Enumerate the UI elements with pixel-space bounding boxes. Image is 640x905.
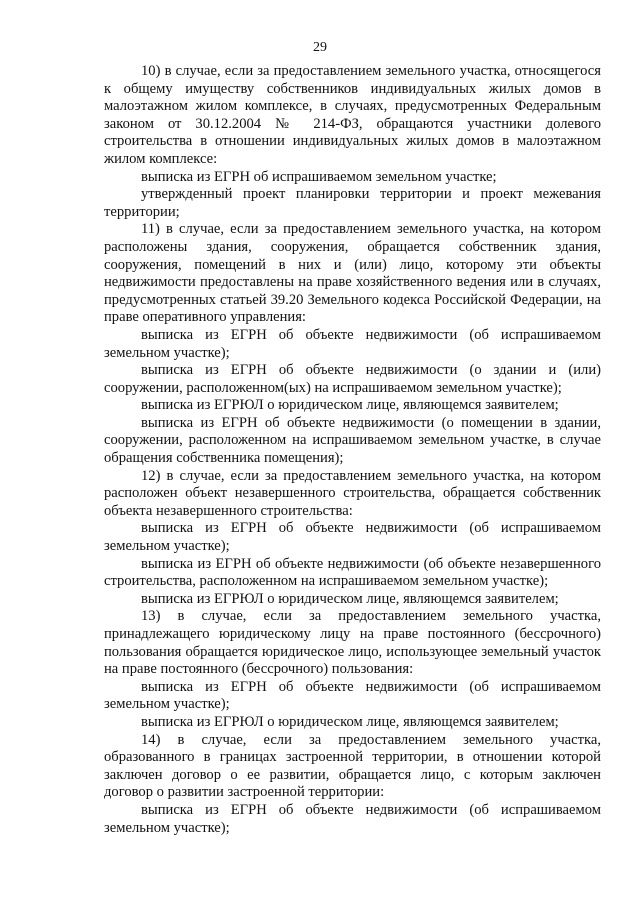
paragraph: выписка из ЕГРЮЛ о юридическом лице, являющемся заявителем; (141, 713, 559, 730)
paragraph: выписка из ЕГРН об испрашиваемом земельном участке; (141, 168, 497, 185)
paragraph-item-13: 13) в случае, если за предоставлением земельного участка, принадлежащего юридическому лицу на праве постоянного (бессрочного) пользования обращается юридическое лицо, использующее земельный участок на праве постоянного (бессрочного) пользования: (104, 608, 601, 678)
page-number: 29 (313, 40, 327, 55)
paragraph-item-11: 11) в случае, если за предоставлением земельного участка, на котором расположены здания, сооружения, обращается собственник здания, сооружения, помещений в них и (или) лицо, которому эти объекты недвижимости предоставлены на праве хозяйственного ведения или в случаях, предусмотренных статьей 39.20 Земельного кодекса Российской Федерации, на праве оперативного управления: (104, 221, 601, 326)
paragraph: выписка из ЕГРЮЛ о юридическом лице, являющемся заявителем; (141, 590, 559, 607)
paragraph-item-12: 12) в случае, если за предоставлением земельного участка, на котором расположен объект незавершенного строительства, обращается собственник объекта незавершенного строительства: (104, 467, 601, 519)
paragraph: выписка из ЕГРН об объекте недвижимости (об испрашиваемом земельном участке); (104, 326, 601, 361)
paragraph: выписка из ЕГРН об объекте недвижимости (об объекте незавершенного строительства, расположенном на испрашиваемом земельном участке); (104, 555, 601, 590)
paragraph: выписка из ЕГРН об объекте недвижимости (об испрашиваемом земельном участке); (104, 678, 601, 713)
paragraph-item-14: 14) в случае, если за предоставлением земельного участка, образованного в границах застроенной территории, в отношении которой заключен договор о ее развитии, обращается лицо, с которым заключен договор о развитии застроенной территории: (104, 731, 601, 801)
paragraph: выписка из ЕГРЮЛ о юридическом лице, являющемся заявителем; (141, 397, 559, 414)
paragraph: выписка из ЕГРН об объекте недвижимости (об испрашиваемом земельном участке); (104, 801, 601, 836)
paragraph-item-10: 10) в случае, если за предоставлением земельного участка, относящегося к общему имуществу собственников индивидуальных жилых домов в малоэтажном жилом комплексе, в случаях, предусмотренных Федеральным законом от 30.12.2004 № 214-ФЗ, обращаются участники долевого строительства в отношении индивидуальных жилых домов в малоэтажном жилом комплексе: (104, 63, 601, 167)
paragraph: выписка из ЕГРН об объекте недвижимости (об испрашиваемом земельном участке); (104, 520, 601, 555)
paragraph: выписка из ЕГРН об объекте недвижимости (о здании и (или) сооружении, расположенном(ых) на испрашиваемом земельном участке); (104, 362, 601, 396)
paragraph: утвержденный проект планировки территории и проект межевания территории; (104, 186, 601, 220)
paragraph: выписка из ЕГРН об объекте недвижимости (о помещении в здании, сооружении, расположенном на испрашиваемом земельном участке, в случае обращения собственника помещения); (104, 414, 601, 467)
document-body (104, 63, 601, 837)
